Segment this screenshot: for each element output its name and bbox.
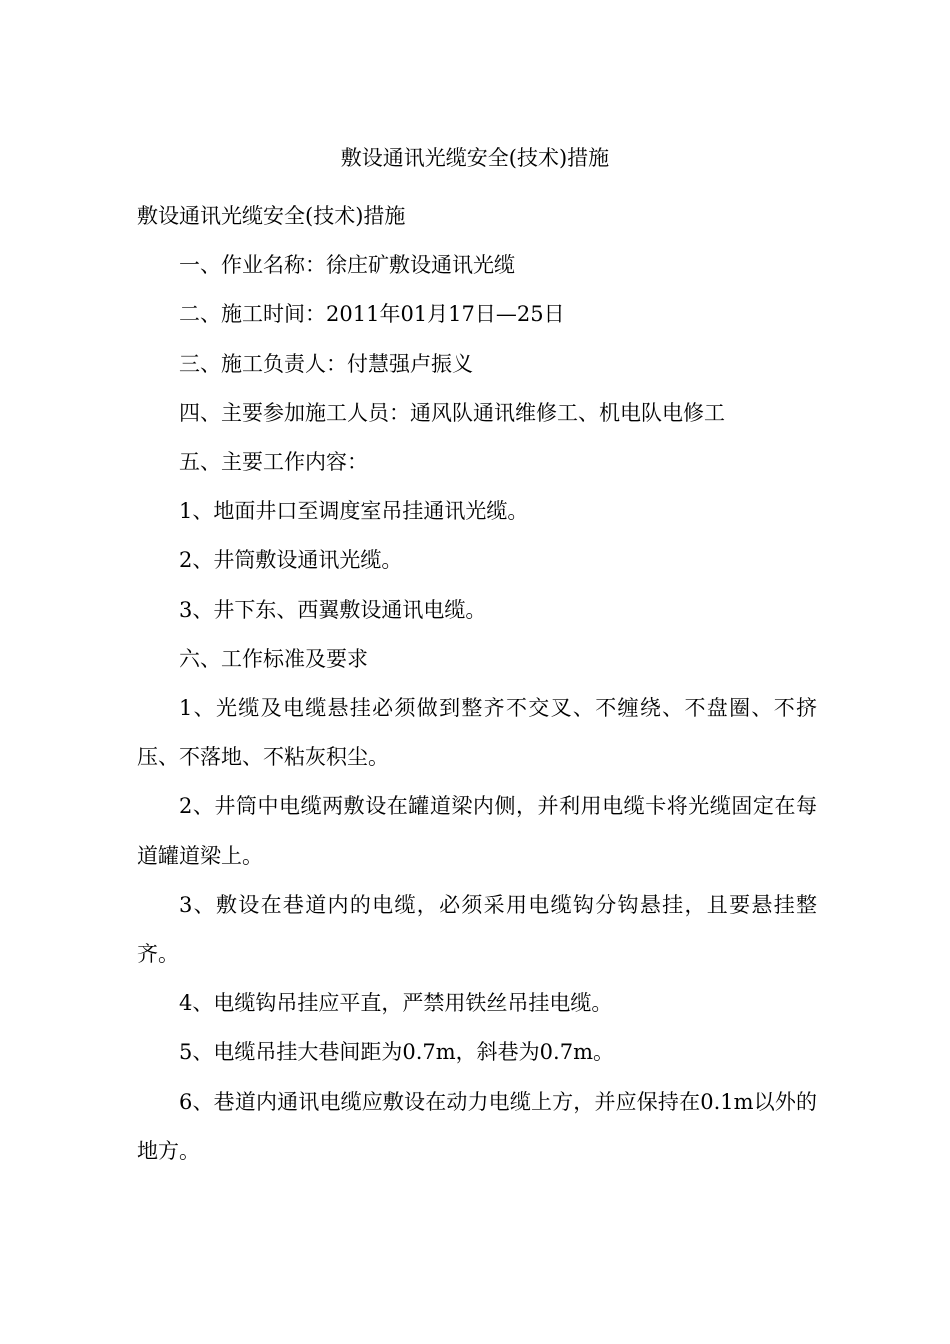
paragraph-standard-6: 6、巷道内通讯电缆应敷设在动力电缆上方，并应保持在0.1m以外的地方。 (137, 1089, 817, 1163)
paragraph-work-time: 二、施工时间：2011年01月17日—25日 (179, 302, 565, 327)
document-body (137, 192, 817, 1176)
paragraph-person-in-charge: 三、施工负责人：付慧强卢振义 (179, 351, 473, 376)
paragraph-content-3: 3、井下东、西翼敷设通讯电缆。 (179, 597, 487, 622)
paragraph-standard-2: 2、井筒中电缆两敷设在罐道梁内侧，并利用电缆卡将光缆固定在每道罐道梁上。 (137, 794, 817, 868)
paragraph-standards-heading: 六、工作标准及要求 (179, 646, 368, 671)
paragraph-standard-3: 3、敷设在巷道内的电缆，必须采用电缆钩分钩悬挂，且要悬挂整齐。 (137, 892, 817, 967)
paragraph-content-2: 2、井筒敷设通讯光缆。 (179, 548, 403, 573)
paragraph-personnel: 四、主要参加施工人员：通风队通讯维修工、机电队电修工 (179, 400, 725, 425)
paragraph-standard-4: 4、电缆钩吊挂应平直，严禁用铁丝吊挂电缆。 (179, 991, 613, 1016)
paragraph-content-1: 1、地面井口至调度室吊挂通讯光缆。 (179, 499, 529, 524)
paragraph-work-name: 一、作业名称：徐庄矿敷设通讯光缆 (179, 253, 515, 278)
paragraph-standard-1: 1、光缆及电缆悬挂必须做到整齐不交叉、不缠绕、不盘圈、不挤压、不落地、不粘灰积尘。 (137, 696, 817, 770)
paragraph-content-heading: 五、主要工作内容： (179, 450, 368, 475)
document-title: 敷设通讯光缆安全(技术)措施 (340, 146, 610, 170)
document-subtitle: 敷设通讯光缆安全(技术)措施 (137, 204, 406, 228)
paragraph-standard-5: 5、电缆吊挂大巷间距为0.7m，斜巷为0.7m。 (179, 1040, 614, 1065)
